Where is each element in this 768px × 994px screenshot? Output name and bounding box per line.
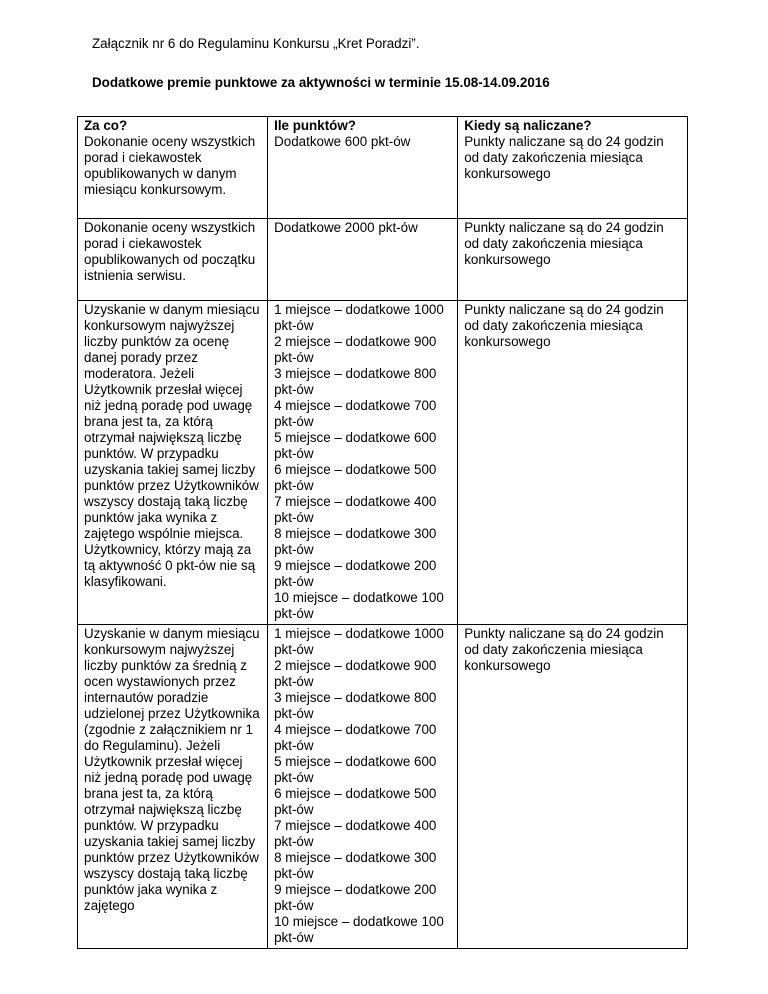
table-cell-ile (268, 625, 458, 949)
place-bonus-5: 5 miejsce – dodatkowe 600 pkt-ów (274, 754, 437, 785)
table-row (78, 625, 688, 949)
table-cell-za-co (78, 219, 268, 301)
document-subtitle: Dodatkowe premie punktowe za aktywności w terminie 15.08-14.09.2016 (92, 75, 550, 90)
cell-text: Dokonanie oceny wszystkich porad i ciekawostek opublikowanych od początku istnienia serwisu. (84, 220, 256, 283)
place-bonus-7: 7 miejsce – dodatkowe 400 pkt-ów (274, 818, 437, 849)
table-cell-kiedy (458, 117, 688, 219)
place-bonus-8: 8 miejsce – dodatkowe 300 pkt-ów (274, 850, 437, 881)
place-bonus-3: 3 miejsce – dodatkowe 800 pkt-ów (274, 366, 437, 397)
column-header-ile: Ile punktów? (274, 118, 356, 133)
table-cell-kiedy (458, 625, 688, 949)
place-bonus-3: 3 miejsce – dodatkowe 800 pkt-ów (274, 690, 437, 721)
place-bonus-4: 4 miejsce – dodatkowe 700 pkt-ów (274, 398, 437, 429)
column-header-kiedy: Kiedy są naliczane? (464, 118, 592, 133)
cell-text: Uzyskanie w danym miesiącu konkursowym najwyższej liczby punktów za ocenę danej porady przez moderatora. Jeżeli Użytkownik przesłał więcej niż jedną poradę pod uwagę brana jest ta, za którą otrzymał największą liczbę punktów. W przypadku uzyskania takiej samej liczby punktów przez Użytkowników wszyscy dostają taką liczbę punktów jaka wynika z zajętego wspólnie miejsca. Użytkownicy, którzy mają za tą aktywność 0 pkt-ów nie są klasyfikowani. (84, 302, 260, 589)
cell-text: Dodatkowe 2000 pkt-ów (274, 220, 418, 235)
place-bonus-4: 4 miejsce – dodatkowe 700 pkt-ów (274, 722, 437, 753)
table-cell-kiedy (458, 301, 688, 625)
table-cell-ile (268, 117, 458, 219)
table-cell-za-co (78, 625, 268, 949)
place-bonus-8: 8 miejsce – dodatkowe 300 pkt-ów (274, 526, 437, 557)
place-bonus-9: 9 miejsce – dodatkowe 200 pkt-ów (274, 558, 437, 589)
place-bonus-1: 1 miejsce – dodatkowe 1000 pkt-ów (274, 302, 444, 333)
cell-text: Punkty naliczane są do 24 godzin od daty zakończenia miesiąca konkursowego (464, 302, 664, 349)
place-bonus-9: 9 miejsce – dodatkowe 200 pkt-ów (274, 882, 437, 913)
cell-text: Dodatkowe 600 pkt-ów (274, 134, 411, 149)
cell-text: Punkty naliczane są do 24 godzin od daty zakończenia miesiąca konkursowego (464, 626, 664, 673)
cell-text: Punkty naliczane są do 24 godzin od daty zakończenia miesiąca konkursowego (464, 220, 664, 267)
table-row (78, 117, 688, 219)
table-row (78, 301, 688, 625)
column-header-za-co: Za co? (84, 118, 128, 133)
place-bonus-10: 10 miejsce – dodatkowe 100 pkt-ów (274, 590, 444, 621)
table-cell-ile (268, 301, 458, 625)
cell-text: Uzyskanie w danym miesiącu konkursowym najwyższej liczby punktów za średnią z ocen wystawionych przez internautów poradzie udzielonej przez Użytkownika (zgodnie z załącznikiem nr 1 do Regulaminu). Jeżeli Użytkownik przesłał więcej niż jedną poradę pod uwagę brana jest ta, za którą otrzymał największą liczbę punktów. W przypadku uzyskania takiej samej liczby punktów przez Użytkowników wszyscy dostają taką liczbę punktów jaka wynika z zajętego (84, 626, 260, 913)
page-title: Załącznik nr 6 do Regulaminu Konkursu „Kret Poradzi”. (92, 36, 420, 51)
place-bonus-10: 10 miejsce – dodatkowe 100 pkt-ów (274, 914, 444, 945)
table-cell-za-co (78, 301, 268, 625)
place-bonus-2: 2 miejsce – dodatkowe 900 pkt-ów (274, 658, 437, 689)
place-bonus-2: 2 miejsce – dodatkowe 900 pkt-ów (274, 334, 437, 365)
place-bonus-1: 1 miejsce – dodatkowe 1000 pkt-ów (274, 626, 444, 657)
table-cell-ile (268, 219, 458, 301)
place-bonus-6: 6 miejsce – dodatkowe 500 pkt-ów (274, 462, 437, 493)
bonus-points-table (77, 116, 688, 949)
table-row (78, 219, 688, 301)
table-cell-kiedy (458, 219, 688, 301)
place-bonus-6: 6 miejsce – dodatkowe 500 pkt-ów (274, 786, 437, 817)
cell-text: Dokonanie oceny wszystkich porad i ciekawostek opublikowanych w danym miesiącu konkursowym. (84, 134, 256, 197)
place-bonus-5: 5 miejsce – dodatkowe 600 pkt-ów (274, 430, 437, 461)
table-cell-za-co (78, 117, 268, 219)
cell-text: Punkty naliczane są do 24 godzin od daty zakończenia miesiąca konkursowego (464, 134, 664, 181)
place-bonus-7: 7 miejsce – dodatkowe 400 pkt-ów (274, 494, 437, 525)
